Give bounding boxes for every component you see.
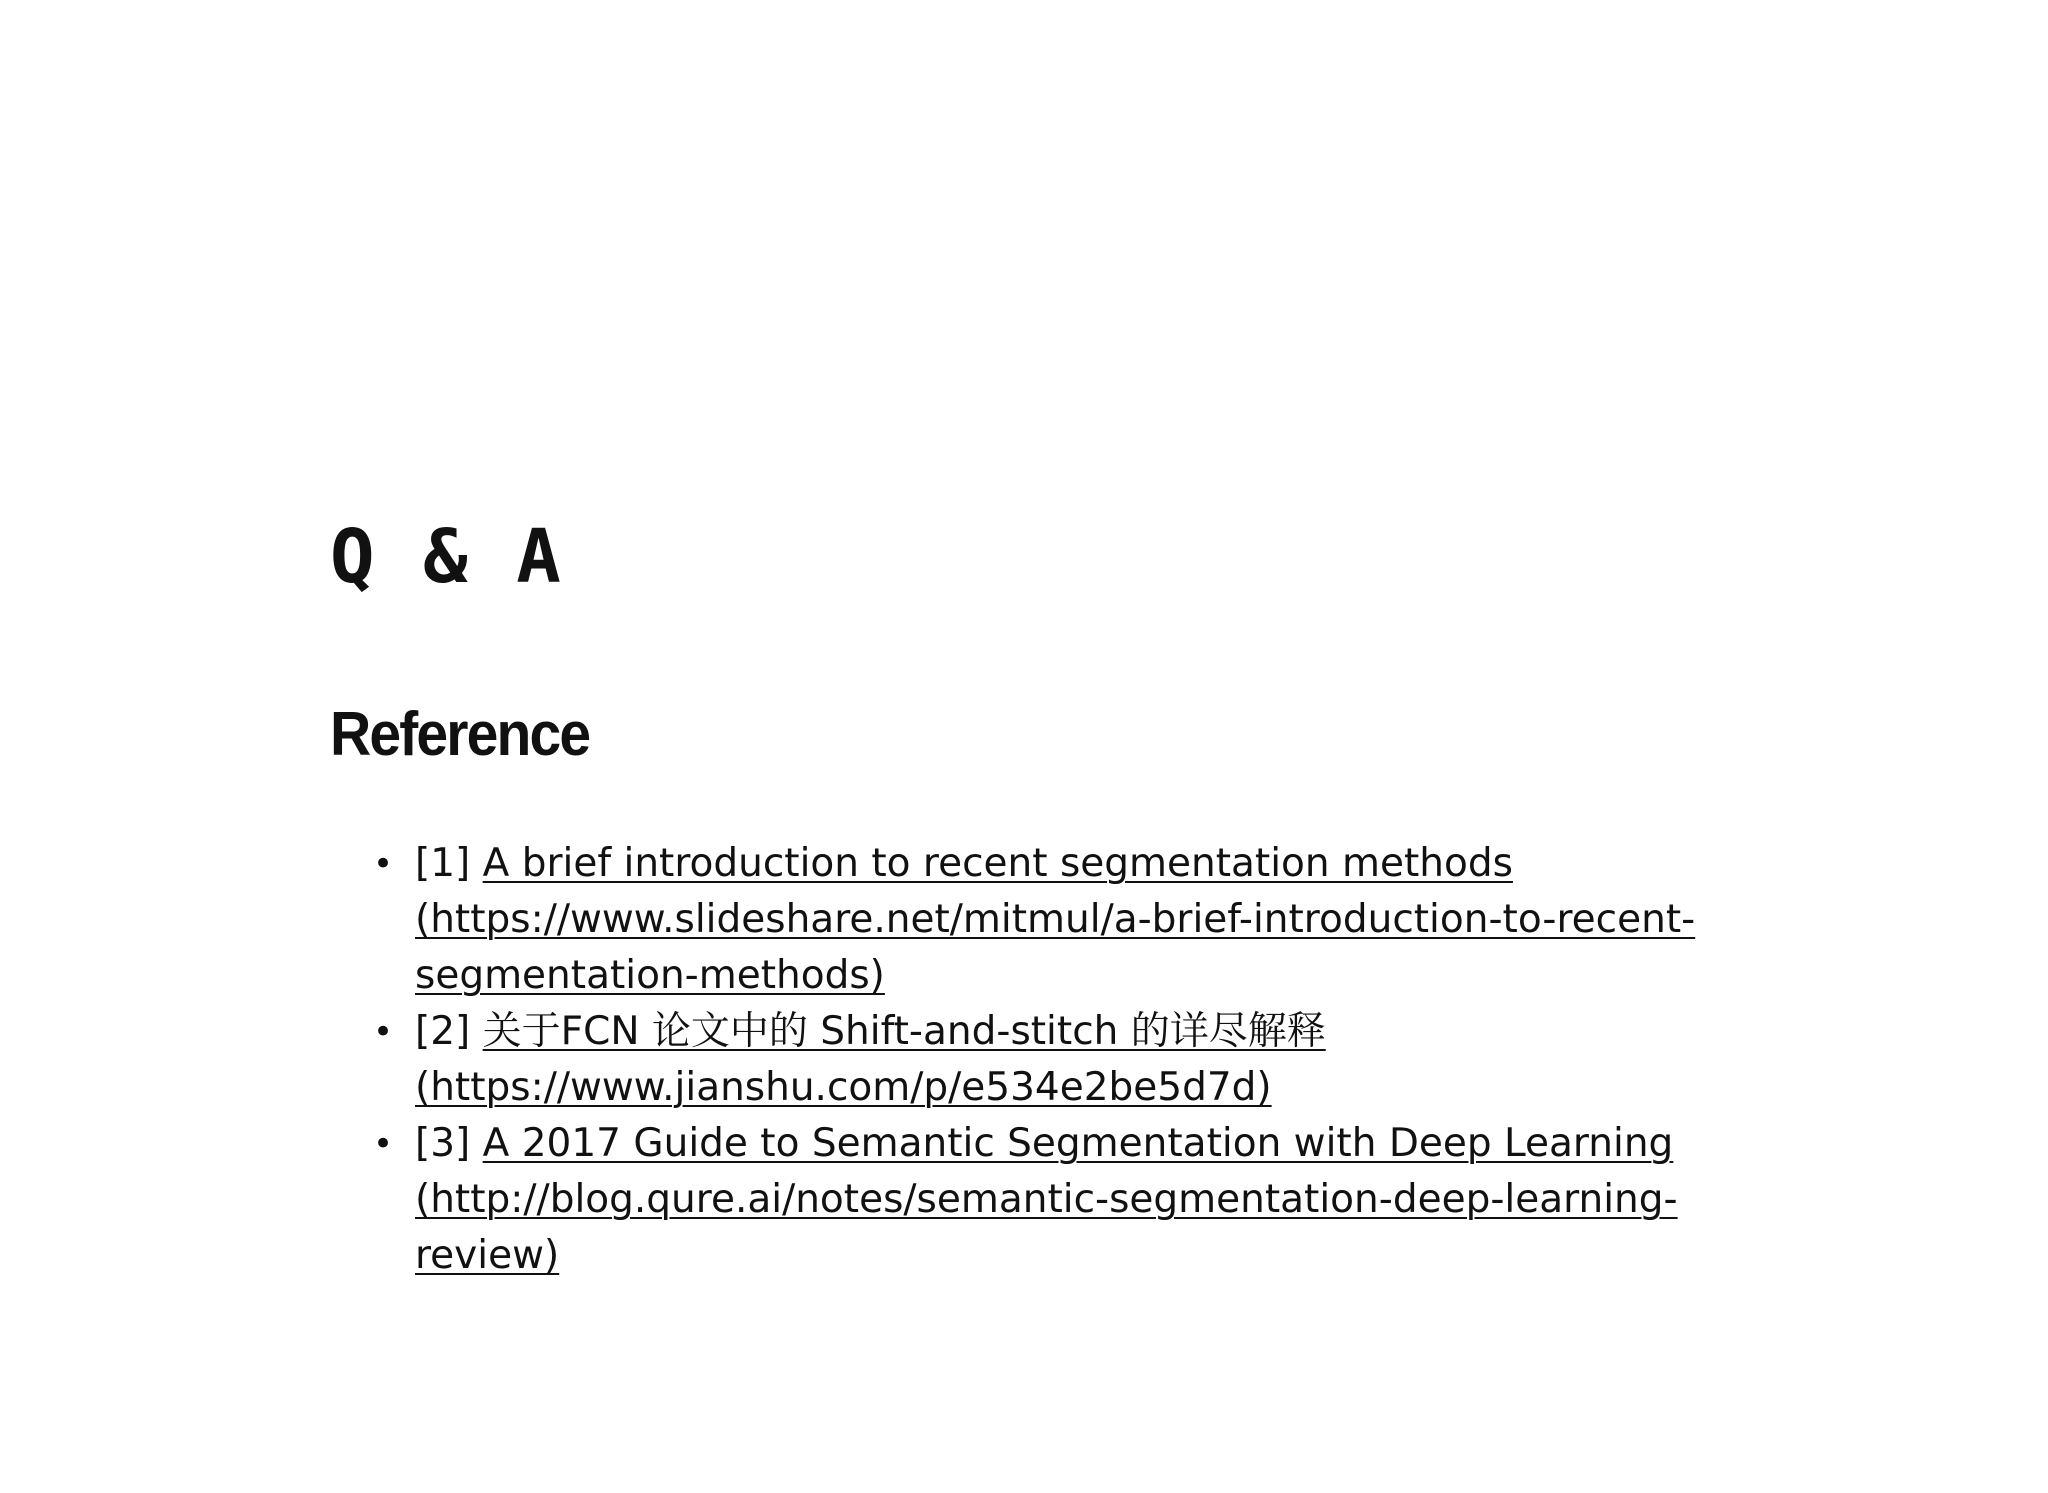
reference-link-title: A brief introduction to recent segmentation methods [482,841,1513,886]
reference-list [330,836,1890,1284]
slide [330,514,1890,1284]
reference-link-3[interactable] [415,1121,1815,1284]
bullet-icon: • [373,1124,394,1164]
bullet-icon: • [373,1012,394,1052]
reference-number: [1] [415,841,471,886]
reference-heading: Reference [330,700,590,769]
reference-link-url: (http://blog.qure.ai/notes/semantic-segmentation-deep-learning-review) [415,1177,1678,1278]
reference-link-url: (https://www.jianshu.com/p/e534e2be5d7d) [415,1065,1272,1110]
reference-item-2 [373,1004,1815,1116]
reference-link-2[interactable] [415,1009,1815,1116]
reference-link-title: A 2017 Guide to Semantic Segmentation with Deep Learning [482,1121,1674,1166]
bullet-icon: • [373,844,394,884]
reference-item-3 [373,1116,1815,1284]
reference-link-url: (https://www.slideshare.net/mitmul/a-brief-introduction-to-recent-segmentation-methods) [415,897,1696,998]
reference-item-1 [373,836,1815,1004]
reference-number: [3] [415,1121,471,1166]
reference-number: [2] [415,1009,471,1054]
qa-title: Q & A [330,514,563,600]
reference-link-1[interactable] [415,841,1815,1004]
reference-link-title: 关于FCN 论文中的 Shift-and-stitch 的详尽解释 [482,1009,1326,1054]
